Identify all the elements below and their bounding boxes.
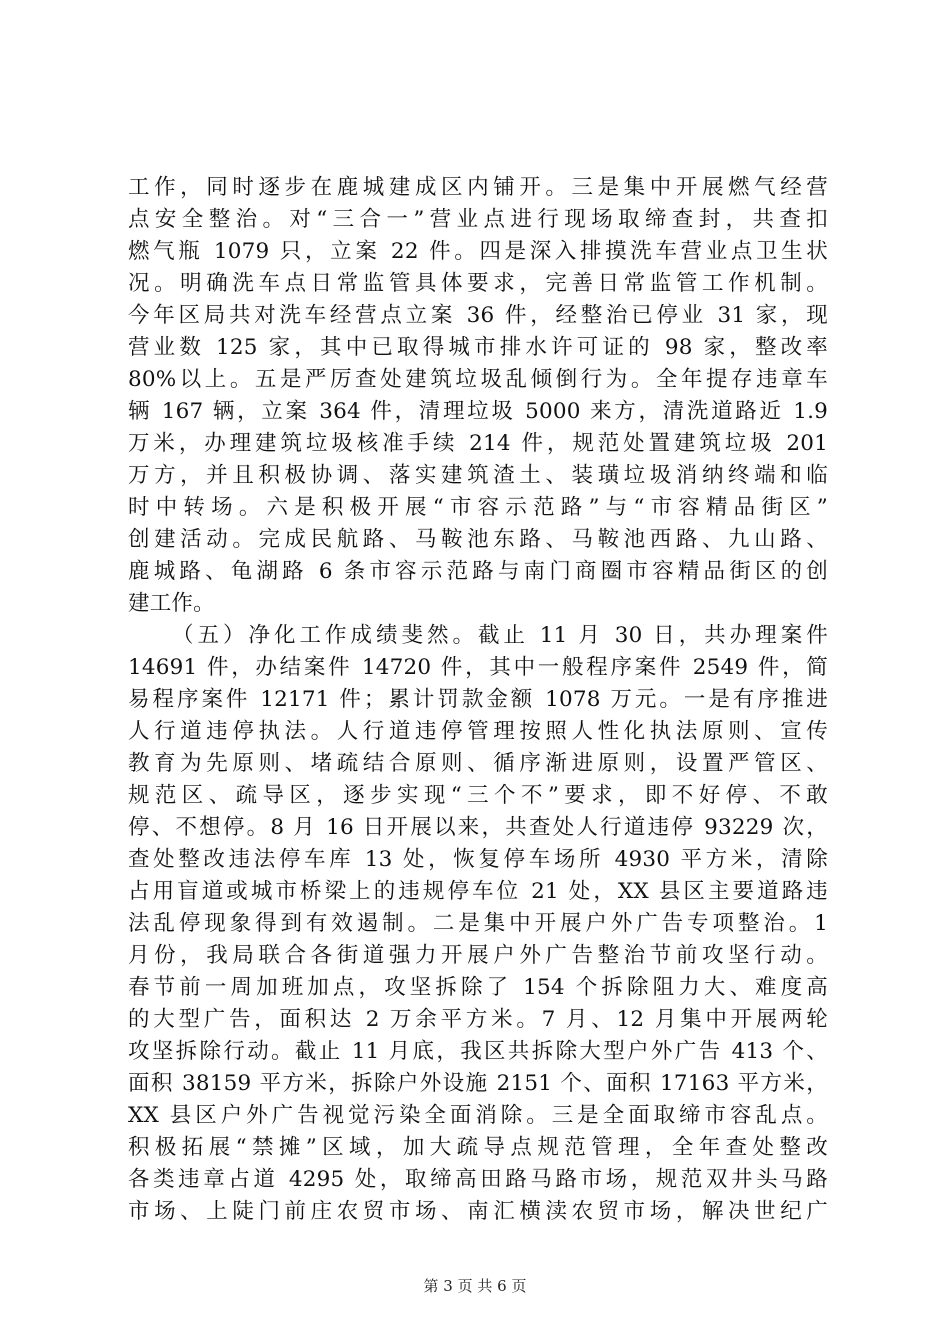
text-line: 积极拓展“禁摊”区域，加大疏导点规范管理，全年查处整改 xyxy=(128,1135,828,1160)
text-line: 月份，我局联合各街道强力开展户外广告整治节前攻坚行动。 xyxy=(128,943,828,968)
text-line: 点安全整治。对“三合一”营业点进行现场取缔查封，共查扣 xyxy=(128,207,828,232)
text-line: 法乱停现象得到有效遏制。二是集中开展户外广告专项整治。1 xyxy=(128,911,828,936)
text-line: 万米，办理建筑垃圾核准手续 214 件，规范处置建筑垃圾 201 xyxy=(128,431,828,456)
text-line: 各类违章占道 4295 处，取缔高田路马路市场，规范双井头马路 xyxy=(128,1167,828,1192)
text-line: 建工作。 xyxy=(128,591,215,616)
text-line: 面积 38159 平方米，拆除户外设施 2151 个、面积 17163 平方米， xyxy=(128,1071,828,1096)
text-line: 教育为先原则、堵疏结合原则、循序渐进原则，设置严管区、 xyxy=(128,751,828,776)
text-line: 况。明确洗车点日常监管具体要求，完善日常监管工作机制。 xyxy=(128,271,828,296)
text-line: 易程序案件 12171 件；累计罚款金额 1078 万元。一是有序推进 xyxy=(128,687,828,712)
text-line: 鹿城路、龟湖路 6 条市容示范路与南门商圈市容精品街区的创 xyxy=(128,559,828,584)
text-line: 工作，同时逐步在鹿城建成区内铺开。三是集中开展燃气经营 xyxy=(128,175,828,200)
body-text xyxy=(128,172,828,1228)
text-line: 创建活动。完成民航路、马鞍池东路、马鞍池西路、九山路、 xyxy=(128,527,828,552)
paragraph-heading-line: （五）净化工作成绩斐然。截止 11 月 30 日，共办理案件 xyxy=(172,623,828,648)
text-line: 营业数 125 家，其中已取得城市排水许可证的 98 家，整改率 xyxy=(128,335,828,360)
text-line: 时中转场。六是积极开展“市容示范路”与“市容精品街区” xyxy=(128,495,828,520)
text-line: 14691 件，办结案件 14720 件，其中一般程序案件 2549 件，简 xyxy=(128,655,828,680)
page-number-footer: 第 3 页 共 6 页 xyxy=(423,1277,527,1295)
text-line: 人行道违停执法。人行道违停管理按照人性化执法原则、宣传 xyxy=(128,719,828,744)
text-line: 攻坚拆除行动。截止 11 月底，我区共拆除大型户外广告 413 个、 xyxy=(128,1039,828,1064)
text-line: 的大型广告，面积达 2 万余平方米。7 月、12 月集中开展两轮 xyxy=(128,1007,828,1032)
text-line: 80%以上。五是严厉查处建筑垃圾乱倾倒行为。全年提存违章车 xyxy=(128,367,828,392)
text-line: 市场、上陡门前庄农贸市场、南汇横渎农贸市场，解决世纪广 xyxy=(128,1199,828,1224)
text-line: 燃气瓶 1079 只，立案 22 件。四是深入排摸洗车营业点卫生状 xyxy=(128,239,828,264)
text-line: 查处整改违法停车库 13 处，恢复停车场所 4930 平方米，清除 xyxy=(128,847,828,872)
text-line: 今年区局共对洗车经营点立案 36 件，经整治已停业 31 家，现 xyxy=(128,303,828,328)
text-line: XX 县区户外广告视觉污染全面消除。三是全面取缔市容乱点。 xyxy=(128,1103,828,1128)
text-line: 万方，并且积极协调、落实建筑渣土、装璜垃圾消纳终端和临 xyxy=(128,463,828,488)
text-line: 占用盲道或城市桥梁上的违规停车位 21 处，XX 县区主要道路违 xyxy=(128,879,828,904)
text-line: 规范区、疏导区，逐步实现“三个不”要求，即不好停、不敢 xyxy=(128,783,828,808)
text-line: 停、不想停。8 月 16 日开展以来，共查处人行道违停 93229 次， xyxy=(128,815,828,840)
text-line: 春节前一周加班加点，攻坚拆除了 154 个拆除阻力大、难度高 xyxy=(128,975,828,1000)
text-line: 辆 167 辆，立案 364 件，清理垃圾 5000 来方，清洗道路近 1.9 xyxy=(128,399,828,424)
